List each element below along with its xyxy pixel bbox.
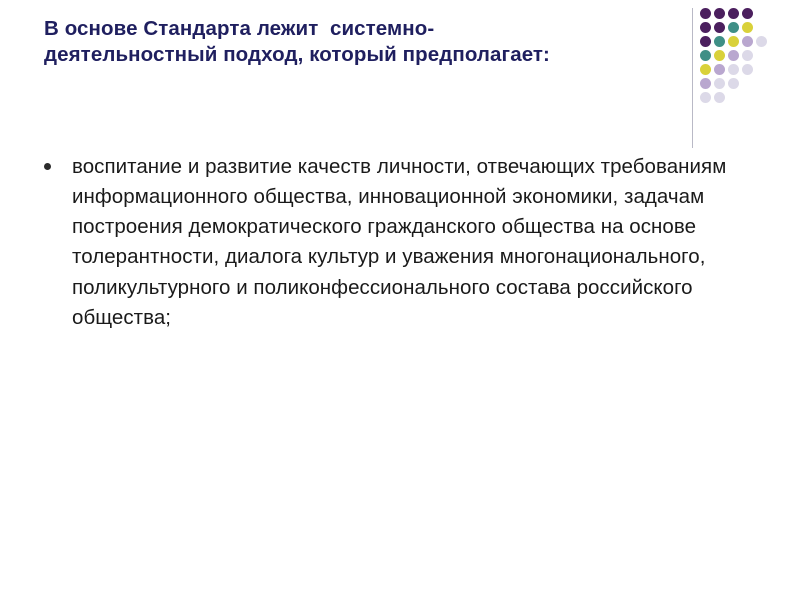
decorative-dot	[742, 50, 753, 61]
decorative-dot	[714, 64, 725, 75]
title-line-1: В основе Стандарта лежит системно-	[44, 17, 435, 40]
decorative-dot	[714, 8, 725, 19]
decorative-dot	[700, 50, 711, 61]
page-title	[44, 16, 644, 68]
decorative-dot	[728, 50, 739, 61]
decorative-dot	[700, 8, 711, 19]
decorative-dot	[728, 64, 739, 75]
list-item-text: воспитание и развитие качеств личности, отвечающих требованиям информационного общества, инновационной экономики, задачам построения демократического гражданского общества на основе толерантности, диалога культур и уважения многонационального, поликультурного и поликонфессионального состава российского общества;	[72, 155, 727, 329]
decorative-dot	[742, 22, 753, 33]
decorative-dot	[728, 22, 739, 33]
content-body	[44, 152, 744, 333]
vertical-divider	[692, 8, 693, 148]
decorative-dot	[714, 36, 725, 47]
decorative-dot	[728, 36, 739, 47]
decorative-dot	[714, 92, 725, 103]
bullet-marker	[44, 152, 72, 170]
decorative-dot	[714, 22, 725, 33]
decorative-dot	[714, 50, 725, 61]
decorative-dot	[700, 36, 711, 47]
list-item	[44, 152, 744, 333]
decorative-dot	[700, 78, 711, 89]
decorative-dot	[714, 78, 725, 89]
decorative-dot	[728, 78, 739, 89]
decorative-dot	[742, 36, 753, 47]
decorative-dot	[742, 8, 753, 19]
title-line-2: деятельностный подход, который предполагает:	[44, 43, 550, 67]
decorative-dot	[742, 64, 753, 75]
decorative-dot	[700, 92, 711, 103]
bullet-dot-icon	[44, 163, 51, 170]
decorative-dot	[700, 64, 711, 75]
decorative-dot	[756, 36, 767, 47]
dot-grid-decoration	[700, 8, 792, 140]
decorative-dot	[728, 8, 739, 19]
decorative-dot	[700, 22, 711, 33]
